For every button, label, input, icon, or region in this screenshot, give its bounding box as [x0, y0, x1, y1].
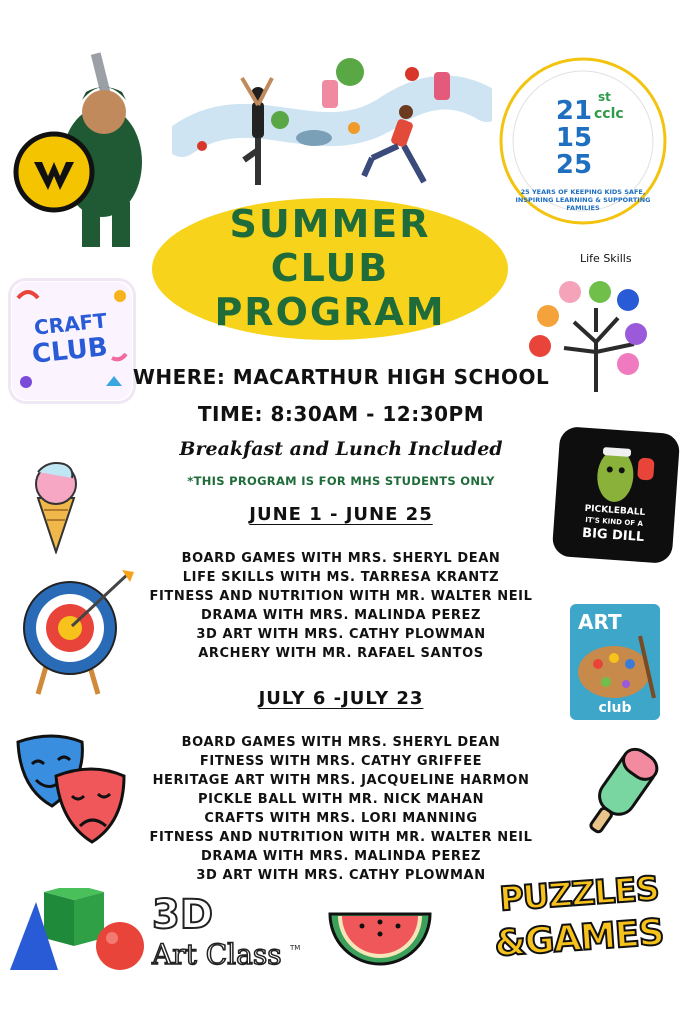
watermelon-slice-icon — [326, 908, 434, 974]
healthy-lifestyle-illustration-icon — [172, 50, 492, 200]
list-item: DRAMA WITH MRS. MALINDA PEREZ — [200, 849, 482, 864]
art-class-line-2: Art Class — [152, 938, 282, 971]
meals-line: Breakfast and Lunch Included — [179, 438, 503, 460]
3d-art-class-logo — [152, 892, 302, 978]
puzzles-line-1: PUZZLES — [498, 868, 660, 919]
list-item: ARCHERY WITH MR. RAFAEL SANTOS — [198, 646, 484, 661]
list-item: DRAMA WITH MRS. MALINDA PEREZ — [200, 608, 482, 623]
badge-abbr: cclc — [594, 106, 624, 122]
list-item: 3D ART WITH MRS. CATHY PLOWMAN — [196, 868, 486, 883]
art-class-trademark: TM — [290, 944, 301, 952]
list-item: LIFE SKILLS WITH MS. TARRESA KRANTZ — [182, 570, 500, 585]
list-item: PICKLE BALL WITH MR. NICK MAHAN — [197, 792, 485, 807]
craft-club-line-1: CRAFT — [32, 308, 108, 340]
time-line: TIME: 8:30AM - 12:30PM — [197, 402, 485, 426]
title-line-2: CLUB — [270, 246, 390, 290]
title-line-1: SUMMER — [229, 202, 431, 246]
life-skills-label: Life Skills — [580, 252, 632, 265]
art-class-line-1: 3D — [152, 892, 214, 938]
pickleball-sticker — [552, 426, 681, 564]
list-item: FITNESS WITH MRS. CATHY GRIFFEE — [199, 754, 483, 769]
pickleball-line-1: PICKLEBALL — [584, 503, 646, 519]
list-item: FITNESS AND NUTRITION WITH MR. WALTER NEIL — [149, 589, 533, 604]
warrior-mascot-icon — [12, 52, 162, 252]
program-title — [152, 202, 508, 334]
list-item: CRAFTS WITH MRS. LORI MANNING — [204, 811, 478, 826]
badge-ring-text: 25 YEARS OF KEEPING KIDS SAFE, INSPIRING LEARNING & SUPPORTING FAMILIES — [515, 188, 651, 212]
list-item: HERITAGE ART WITH MRS. JACQUELINE HARMON — [152, 773, 530, 788]
archery-target-icon — [22, 566, 138, 698]
eligibility-note: *THIS PROGRAM IS FOR MHS STUDENTS ONLY — [187, 474, 495, 488]
list-item: FITNESS AND NUTRITION WITH MR. WALTER NEIL — [149, 830, 533, 845]
location-line: WHERE: MACARTHUR HIGH SCHOOL — [132, 365, 550, 389]
list-item: BOARD GAMES WITH MRS. SHERYL DEAN — [181, 551, 501, 566]
badge-numerals: 21 15 25 — [555, 96, 593, 180]
list-item: 3D ART WITH MRS. CATHY PLOWMAN — [196, 627, 486, 642]
art-club-top-label: ART — [578, 610, 622, 634]
art-club-bottom-label: club — [598, 700, 632, 716]
pickleball-line-2: IT'S KIND OF A — [585, 515, 644, 528]
puzzles-line-2: &GAMES — [493, 912, 665, 965]
pickleball-line-3: BIG DILL — [581, 525, 645, 546]
badge-superscript: st — [598, 90, 611, 104]
session-1-dates: JUNE 1 - JUNE 25 — [249, 504, 433, 525]
puzzles-and-games-logo — [484, 866, 674, 976]
session-2-dates: JULY 6 -JULY 23 — [258, 688, 424, 709]
drama-masks-icon — [12, 732, 130, 846]
title-line-3: PROGRAM — [214, 290, 446, 334]
popsicle-icon — [578, 740, 664, 840]
3d-shapes-icon — [8, 888, 148, 974]
cclc-anniversary-badge — [498, 56, 668, 226]
list-item: BOARD GAMES WITH MRS. SHERYL DEAN — [181, 735, 501, 750]
craft-club-line-2: CLUB — [30, 332, 110, 370]
